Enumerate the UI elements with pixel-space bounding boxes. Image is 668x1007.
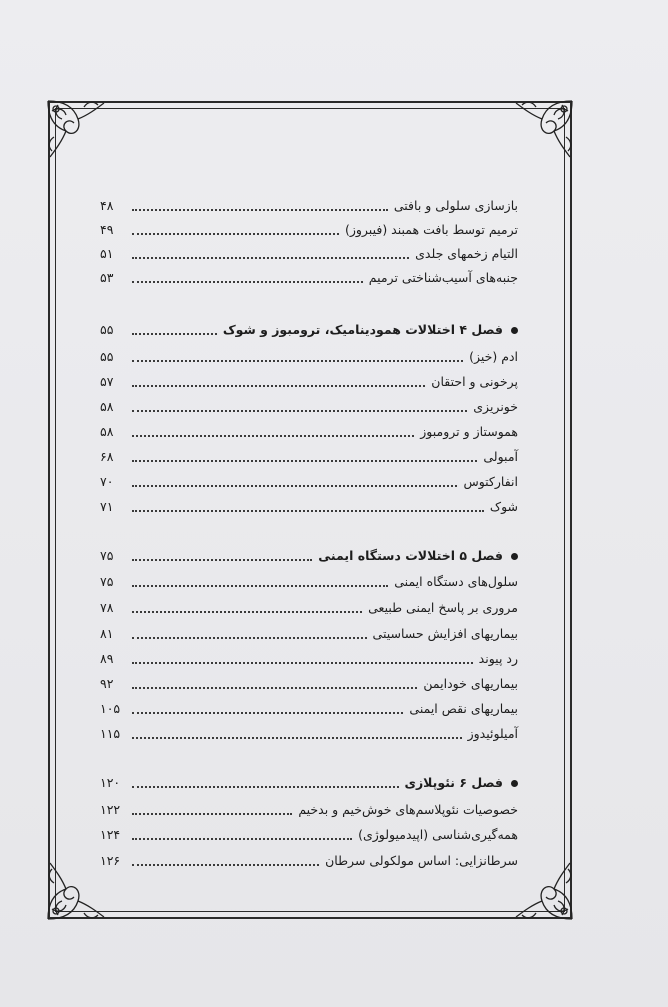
toc-entry[interactable]	[100, 696, 518, 718]
dot-leader	[132, 712, 403, 714]
toc-entry-page: ۵۳	[100, 270, 114, 285]
toc-entry[interactable]	[100, 595, 518, 617]
toc-entry-title: پرخونی و احتقان	[431, 374, 518, 389]
toc-entry[interactable]	[100, 369, 518, 391]
dot-leader	[132, 786, 399, 788]
toc-entry[interactable]	[100, 646, 518, 668]
chapter-title: فصل ۵ اختلالات دستگاه ایمنی	[318, 548, 503, 563]
toc-entry-title: آمبولی	[483, 449, 518, 464]
toc-entry-title: آمیلوئیدوز	[467, 726, 518, 741]
toc-entry-title: شوک	[489, 499, 518, 514]
toc-chapter-6[interactable]	[100, 770, 518, 792]
toc-chapter-5[interactable]	[100, 543, 518, 565]
toc-entry-page: ۶۸	[100, 449, 114, 464]
toc-entry-page: ۸۱	[100, 626, 114, 641]
toc-entry-page: ۸۹	[100, 651, 114, 666]
toc-entry-page: ۴۹	[100, 222, 114, 237]
toc-entry[interactable]	[100, 494, 518, 516]
toc-entry[interactable]	[100, 193, 518, 215]
toc-entry-title: خصوصیات نئوپلاسم‌های خوش‌خیم و بدخیم	[298, 802, 518, 817]
toc-entry[interactable]	[100, 721, 518, 743]
dot-leader	[132, 585, 388, 587]
toc-entry-page: ۷۰	[100, 474, 114, 489]
toc-entry-page: ۹۲	[100, 676, 114, 691]
dot-leader	[132, 510, 484, 512]
toc-entry-page: ۷۸	[100, 600, 114, 615]
toc-entry-title: سلول‌های دستگاه ایمنی	[394, 574, 518, 589]
corner-ornament-top-right	[514, 97, 576, 159]
toc-entry[interactable]	[100, 848, 518, 870]
dot-leader	[132, 257, 409, 259]
toc-entry[interactable]	[100, 621, 518, 643]
dot-leader	[132, 637, 367, 639]
dot-leader	[132, 460, 477, 462]
toc-entry-page: ۷۱	[100, 499, 114, 514]
toc-entry[interactable]	[100, 444, 518, 466]
toc-entry[interactable]	[100, 241, 518, 263]
dot-leader	[132, 485, 457, 487]
toc-entry[interactable]	[100, 419, 518, 441]
toc-entry-title: رد پیوند	[478, 651, 518, 666]
toc-entry-page: ۵۸	[100, 424, 114, 439]
dot-leader	[132, 233, 339, 235]
bullet-icon	[511, 780, 518, 787]
toc-entry[interactable]	[100, 394, 518, 416]
chapter-page: ۷۵	[100, 548, 114, 563]
toc-entry[interactable]	[100, 822, 518, 844]
toc-entry-title: مروری بر پاسخ ایمنی طبیعی	[368, 600, 518, 615]
toc-entry-title: بیماریهای نقص ایمنی	[409, 701, 518, 716]
dot-leader	[132, 737, 462, 739]
toc-entry-page: ۷۵	[100, 574, 114, 589]
toc-entry-page: ۱۰۵	[100, 701, 121, 716]
dot-leader	[132, 385, 425, 387]
dot-leader	[132, 559, 312, 561]
toc-entry-title: بیماریهای افزایش حساسیتی	[372, 626, 518, 641]
toc-entry[interactable]	[100, 797, 518, 819]
toc-entry-page: ۵۸	[100, 399, 114, 414]
toc-entry-title: سرطانزایی: اساس مولکولی سرطان	[325, 853, 518, 868]
toc-entry-title: خونریزی	[473, 399, 518, 414]
chapter-title: فصل ۴ اختلالات همودینامیک، ترومبوز و شوک	[222, 322, 503, 337]
dot-leader	[132, 209, 388, 211]
dot-leader	[132, 611, 362, 613]
dot-leader	[132, 410, 467, 412]
toc-entry-title: انفارکتوس	[463, 474, 518, 489]
toc-entry-page: ۵۱	[100, 246, 114, 261]
dot-leader	[132, 838, 352, 840]
toc-entry-title: ترمیم توسط بافت همبند (فیبروز)	[344, 222, 518, 237]
dot-leader	[132, 435, 414, 437]
toc-entry-title: ادم (خیز)	[469, 349, 518, 364]
toc-entry-title: جنبه‌های آسیب‌شناختی ترمیم	[368, 270, 518, 285]
bullet-icon	[511, 553, 518, 560]
corner-ornament-bottom-left	[44, 861, 106, 923]
toc-entry-title: بیماریهای خودایمن	[423, 676, 518, 691]
dot-leader	[132, 864, 319, 866]
toc-entry[interactable]	[100, 469, 518, 491]
dot-leader	[132, 360, 463, 362]
toc-entry-page: ۵۷	[100, 374, 114, 389]
toc-entry-page: ۱۲۲	[100, 802, 121, 817]
toc-entry-title: التیام زخمهای جلدی	[415, 246, 518, 261]
dot-leader	[132, 333, 217, 335]
toc-entry[interactable]	[100, 671, 518, 693]
toc-entry[interactable]	[100, 265, 518, 287]
dot-leader	[132, 281, 363, 283]
toc-entry[interactable]	[100, 217, 518, 239]
bullet-icon	[511, 327, 518, 334]
dot-leader	[132, 662, 473, 664]
dot-leader	[132, 687, 417, 689]
toc-entry-page: ۵۵	[100, 349, 114, 364]
toc-entry-page: ۱۱۵	[100, 726, 121, 741]
toc-entry-page: ۴۸	[100, 198, 114, 213]
toc-entry[interactable]	[100, 344, 518, 366]
chapter-title: فصل ۶ نئوپلازی	[404, 775, 503, 790]
toc-entry-page: ۱۲۴	[100, 827, 121, 842]
corner-ornament-top-left	[44, 97, 106, 159]
chapter-page: ۱۲۰	[100, 775, 121, 790]
toc-entry-title: بازسازی سلولی و بافتی	[393, 198, 518, 213]
corner-ornament-bottom-right	[514, 861, 576, 923]
toc-entry[interactable]	[100, 569, 518, 591]
toc-chapter-4[interactable]	[100, 317, 518, 339]
chapter-page: ۵۵	[100, 322, 114, 337]
toc-entry-title: هموستاز و ترومبوز	[420, 424, 518, 439]
toc-entry-page: ۱۲۶	[100, 853, 121, 868]
dot-leader	[132, 813, 292, 815]
toc-entry-title: همه‌گیری‌شناسی (اپیدمیولوژی)	[358, 827, 518, 842]
